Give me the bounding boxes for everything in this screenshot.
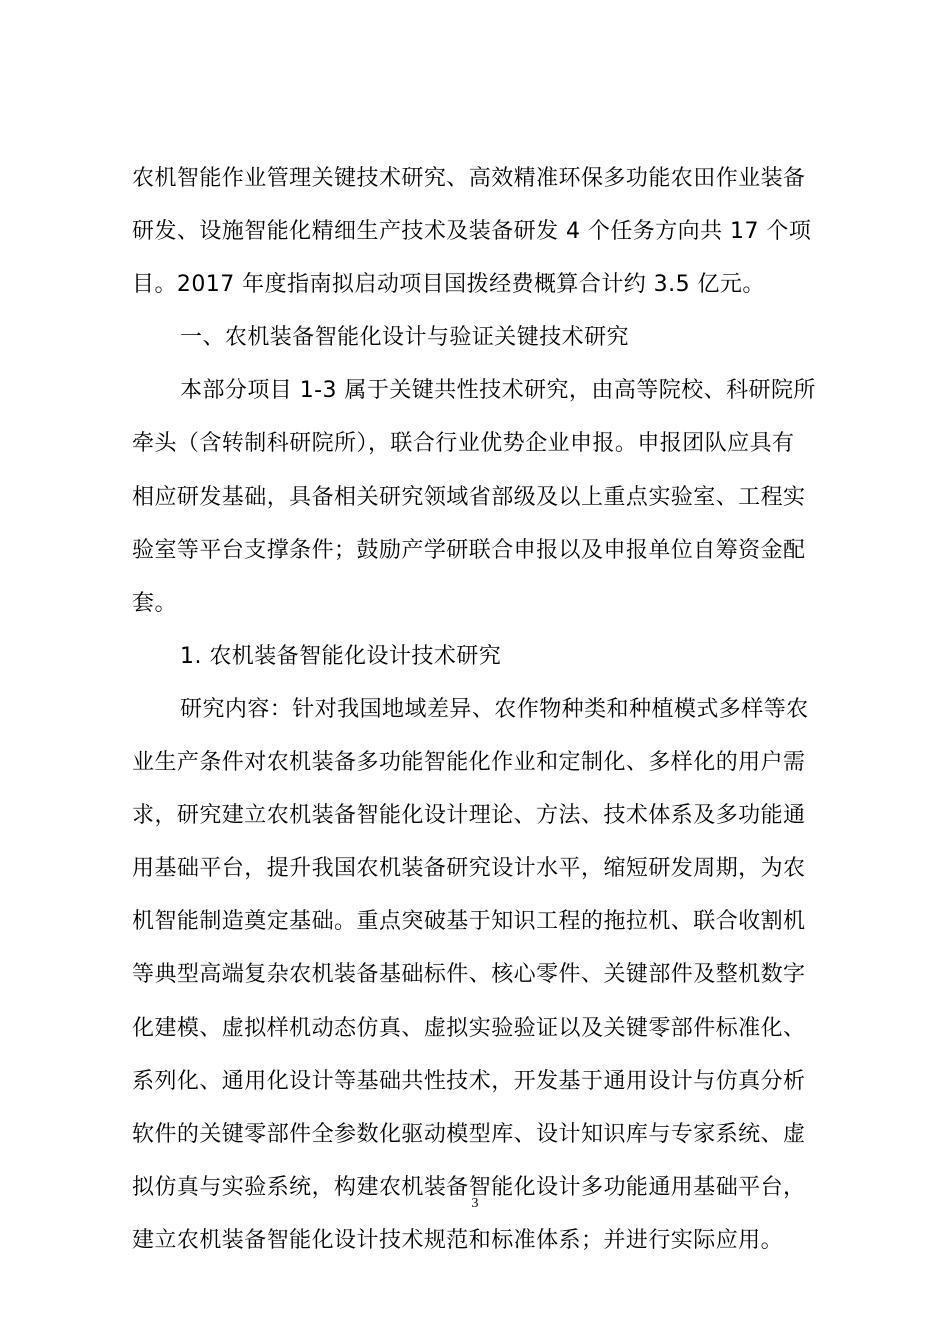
subsection-heading: 1. 农机装备智能化设计技术研究 bbox=[180, 643, 502, 669]
text-line: 用基础平台，提升我国农机装备研究设计水平，缩短研发周期，为农 bbox=[132, 856, 806, 882]
text-line: 套。 bbox=[132, 590, 177, 616]
text-line: 业生产条件对农机装备多功能智能化作业和定制化、多样化的用户需 bbox=[132, 750, 806, 776]
text-line: 求，研究建立农机装备智能化设计理论、方法、技术体系及多功能通 bbox=[132, 803, 806, 829]
section-heading: 一、农机装备智能化设计与验证关键技术研究 bbox=[180, 325, 630, 351]
text-line: 机智能制造奠定基础。重点突破基于知识工程的拖拉机、联合收割机 bbox=[132, 909, 806, 935]
text-line: 目。2017 年度指南拟启动项目国拨经费概算合计约 3.5 亿元。 bbox=[132, 272, 765, 298]
text-line: 建立农机装备智能化设计技术规范和标准体系；并进行实际应用。 bbox=[132, 1227, 784, 1253]
text-line: 牵头（含转制科研院所），联合行业优势企业申报。申报团队应具有 bbox=[132, 431, 795, 457]
text-line: 拟仿真与实验系统，构建农机装备智能化设计多功能通用基础平台， bbox=[132, 1174, 806, 1200]
document-body bbox=[132, 152, 837, 1267]
text-line: 相应研发基础，具备相关研究领域省部级及以上重点实验室、工程实 bbox=[132, 484, 806, 510]
text-line: 化建模、虚拟样机动态仿真、虚拟实验验证以及关键零部件标准化、 bbox=[132, 1015, 806, 1041]
paragraph-start-line: 研究内容：针对我国地域差异、农作物种类和种植模式多样等农 bbox=[180, 696, 809, 722]
paragraph-start-line: 本部分项目 1-3 属于关键共性技术研究，由高等院校、科研院所 bbox=[180, 378, 816, 404]
text-line: 农机智能作业管理关键技术研究、高效精准环保多功能农田作业装备 bbox=[132, 166, 806, 191]
text-line: 系列化、通用化设计等基础共性技术，开发基于通用设计与仿真分析 bbox=[132, 1068, 806, 1094]
page-number: 3 bbox=[471, 1196, 479, 1211]
text-line: 验室等平台支撑条件；鼓励产学研联合申报以及申报单位自筹资金配 bbox=[132, 537, 806, 563]
text-line: 软件的关键零部件全参数化驱动模型库、设计知识库与专家系统、虚 bbox=[132, 1121, 806, 1147]
text-line: 等典型高端复杂农机装备基础标件、核心零件、关键部件及整机数字 bbox=[132, 962, 806, 988]
text-line: 研发、设施智能化精细生产技术及装备研发 4 个任务方向共 17 个项 bbox=[132, 219, 812, 245]
